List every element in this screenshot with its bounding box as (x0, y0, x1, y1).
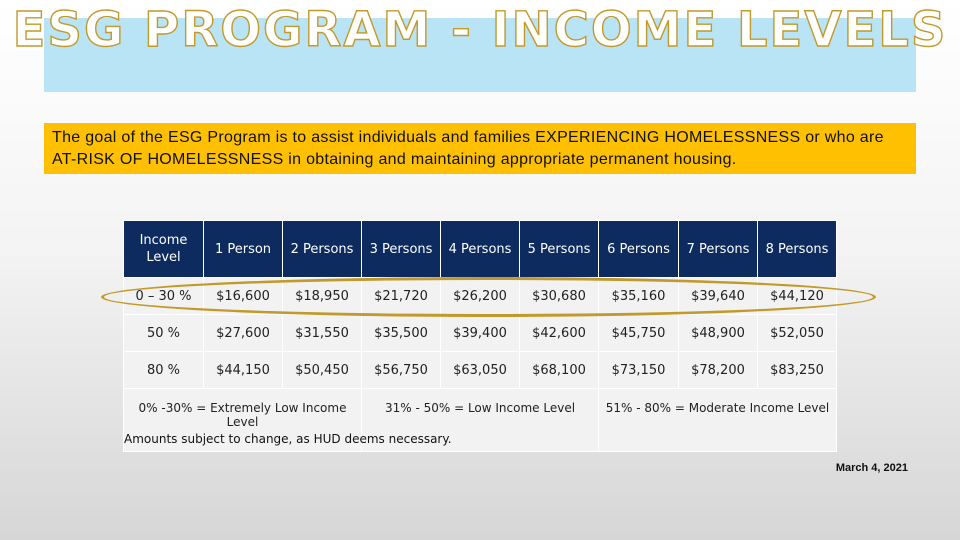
header-8-persons: 8 Persons (758, 221, 837, 278)
table-cell: $44,120 (758, 278, 837, 315)
header-6-persons: 6 Persons (599, 221, 679, 278)
table-cell: $35,500 (362, 315, 441, 352)
table-row (124, 352, 837, 389)
table-cell: $26,200 (441, 278, 520, 315)
table-cell: 80 % (124, 352, 204, 389)
header-3-persons: 3 Persons (362, 221, 441, 278)
table-cell: $21,720 (362, 278, 441, 315)
table-cell: $56,750 (362, 352, 441, 389)
footnote: Amounts subject to change, as HUD deems necessary. (124, 432, 452, 446)
table-cell: $18,950 (283, 278, 362, 315)
slide-date: March 4, 2021 (835, 462, 908, 474)
table-row (124, 315, 837, 352)
header-1-person: 1 Person (204, 221, 283, 278)
income-levels-table (123, 220, 837, 452)
table-cell: $39,400 (441, 315, 520, 352)
table-cell: 0 – 30 % (124, 278, 204, 315)
header-income-level: Income Level (124, 221, 204, 278)
table-cell: $27,600 (204, 315, 283, 352)
legend-extremely-low: 0% -30% = Extremely Low Income Level (124, 389, 362, 452)
table-cell: $45,750 (599, 315, 679, 352)
header-4-persons: 4 Persons (441, 221, 520, 278)
table-cell: $50,450 (283, 352, 362, 389)
table-header-row (124, 221, 837, 278)
legend-moderate: 51% - 80% = Moderate Income Level (599, 389, 837, 452)
legend-low: 31% - 50% = Low Income Level (362, 389, 599, 452)
table-cell: $39,640 (679, 278, 758, 315)
table-cell: $16,600 (204, 278, 283, 315)
table-cell: $63,050 (441, 352, 520, 389)
table-cell: $78,200 (679, 352, 758, 389)
header-5-persons: 5 Persons (520, 221, 599, 278)
highlight-ellipse (101, 277, 876, 317)
slide-title: ESG PROGRAM - INCOME LEVELS (12, 2, 948, 58)
table-cell: $83,250 (758, 352, 837, 389)
table-cell: $73,150 (599, 352, 679, 389)
table-cell: $52,050 (758, 315, 837, 352)
table-cell: 50 % (124, 315, 204, 352)
table-cell: $44,150 (204, 352, 283, 389)
header-7-persons: 7 Persons (679, 221, 758, 278)
table-cell: $30,680 (520, 278, 599, 315)
table-cell: $48,900 (679, 315, 758, 352)
table-cell: $68,100 (520, 352, 599, 389)
table-cell: $35,160 (599, 278, 679, 315)
header-2-persons: 2 Persons (283, 221, 362, 278)
table-cell: $31,550 (283, 315, 362, 352)
goal-statement: The goal of the ESG Program is to assist individuals and families EXPERIENCING HOMELESSNESS or who are AT-RISK OF HOMELESSNESS in obtaining and maintaining appropriate permanent housing. (44, 123, 916, 174)
table-cell: $42,600 (520, 315, 599, 352)
